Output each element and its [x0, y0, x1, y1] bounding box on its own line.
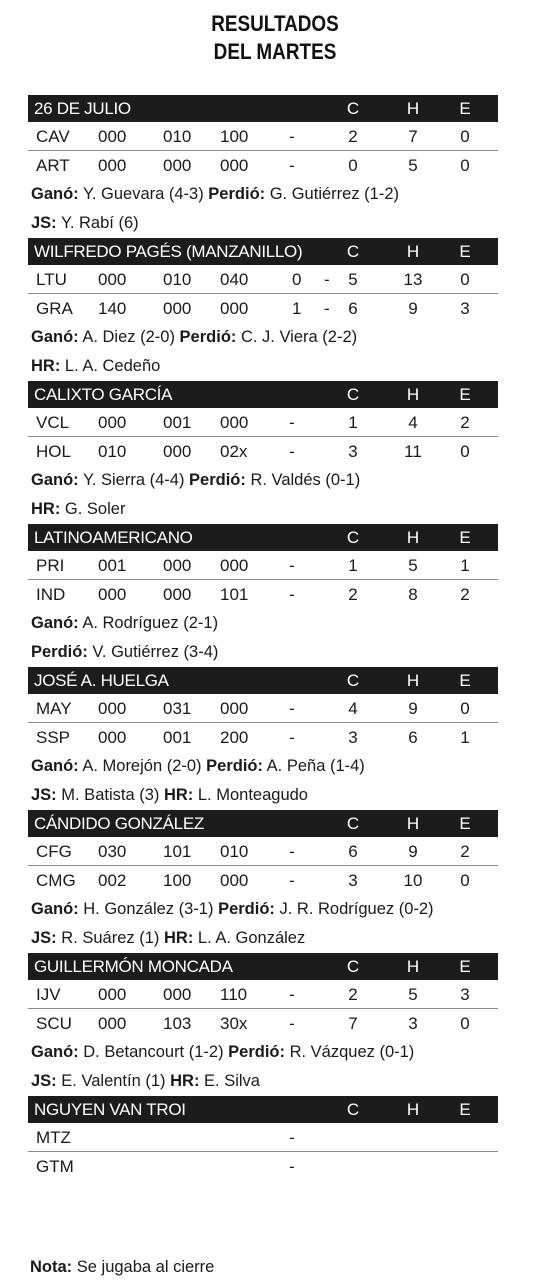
inning-group: 010 — [163, 127, 192, 146]
errors-value: 2 — [460, 842, 470, 861]
score-separator: - — [289, 842, 295, 861]
team-code: ART — [36, 156, 70, 175]
note-label: Perdió: — [206, 757, 263, 775]
score-separator: - — [324, 270, 330, 289]
game-header — [28, 95, 498, 122]
game-header — [28, 381, 498, 408]
pitcher-notes — [28, 924, 498, 953]
score-separator: - — [289, 985, 295, 1004]
note-text: A. Morejón (2-0) — [78, 757, 207, 775]
note-label: Perdió: — [189, 471, 246, 489]
team-code: LTU — [36, 270, 67, 289]
team-code: GTM — [36, 1157, 74, 1176]
game-header — [28, 1096, 498, 1123]
team-code: MTZ — [36, 1128, 71, 1147]
inning-group: 000 — [220, 299, 249, 318]
inning-group: 140 — [98, 299, 127, 318]
note-text: Y. Rabí (6) — [56, 214, 139, 232]
hits-header: H — [406, 671, 420, 690]
score-row — [28, 837, 498, 866]
inning-group: 000 — [98, 413, 127, 432]
hits-header: H — [406, 528, 420, 547]
team-code: CAV — [36, 127, 70, 146]
note-label: Ganó: — [31, 757, 79, 775]
note-text: Y. Sierra (4-4) — [78, 471, 190, 489]
runs-header: C — [346, 1100, 360, 1119]
errors-header: E — [459, 671, 471, 690]
note-label: Perdió: — [179, 328, 237, 346]
note-text: H. González (3-1) — [78, 900, 219, 918]
hits-value: 8 — [408, 585, 418, 604]
score-row — [28, 151, 498, 180]
inning-group: 100 — [163, 871, 192, 890]
hits-value: 6 — [408, 728, 418, 747]
runs-value: 3 — [348, 871, 358, 890]
game-block — [28, 667, 498, 810]
team-code: IND — [36, 585, 66, 604]
footnote-text: Se jugaba al cierre — [72, 1258, 215, 1276]
inning-group: 031 — [163, 699, 192, 718]
inning-group: 001 — [163, 413, 192, 432]
note-label: JS: — [31, 1072, 57, 1090]
pitcher-notes — [28, 352, 498, 381]
score-separator: - — [289, 728, 295, 747]
team-code: CFG — [36, 842, 72, 861]
inning-group: 02x — [220, 442, 248, 461]
note-label: Perdió: — [208, 185, 266, 203]
footnote — [30, 1258, 214, 1277]
pitcher-notes — [28, 638, 498, 667]
venue-name: NGUYEN VAN TROI — [34, 1100, 186, 1119]
runs-value: 1 — [348, 413, 358, 432]
runs-value: 4 — [348, 699, 358, 718]
hits-value: 9 — [408, 299, 418, 318]
score-row — [28, 580, 498, 609]
note-text: L. Monteagudo — [193, 786, 308, 804]
extra-inning: 0 — [292, 270, 302, 289]
inning-group: 010 — [98, 442, 127, 461]
note-label: Ganó: — [31, 471, 79, 489]
pitcher-notes — [28, 209, 498, 238]
note-text: R. Valdés (0-1) — [245, 471, 361, 489]
runs-header: C — [346, 99, 360, 118]
game-header — [28, 524, 498, 551]
inning-group: 100 — [220, 127, 249, 146]
pitcher-notes — [28, 1067, 498, 1096]
note-label: Perdió: — [218, 900, 275, 918]
inning-group: 040 — [220, 270, 249, 289]
score-row — [28, 122, 498, 151]
inning-group: 000 — [163, 442, 192, 461]
runs-header: C — [346, 814, 360, 833]
runs-value: 5 — [348, 270, 358, 289]
inning-group: 200 — [220, 728, 249, 747]
hits-value: 10 — [403, 871, 423, 890]
inning-group: 001 — [163, 728, 192, 747]
errors-header: E — [459, 814, 471, 833]
note-text: J. R. Rodríguez (0-2) — [274, 900, 434, 918]
score-separator: - — [289, 871, 295, 890]
inning-group: 000 — [98, 156, 127, 175]
hits-header: H — [406, 814, 420, 833]
venue-name: JOSÉ A. HUELGA — [34, 671, 169, 690]
game-header — [28, 953, 498, 980]
inning-group: 000 — [163, 156, 192, 175]
note-text: G. Soler — [60, 500, 126, 518]
note-text: C. J. Viera (2-2) — [236, 328, 358, 346]
hits-header: H — [406, 957, 420, 976]
inning-group: 000 — [98, 728, 127, 747]
note-label: HR: — [31, 357, 61, 375]
game-block — [28, 1096, 498, 1181]
errors-header: E — [459, 957, 471, 976]
runs-value: 6 — [348, 299, 358, 318]
note-text: Y. Guevara (4-3) — [78, 185, 209, 203]
inning-group: 000 — [220, 413, 249, 432]
inning-group: 030 — [98, 842, 127, 861]
score-row — [28, 1123, 498, 1152]
inning-group: 103 — [163, 1014, 192, 1033]
game-block — [28, 95, 498, 238]
hits-header: H — [406, 99, 420, 118]
team-code: SSP — [36, 728, 71, 747]
hits-value: 13 — [403, 270, 423, 289]
score-separator: - — [289, 699, 295, 718]
score-row — [28, 265, 498, 294]
venue-name: GUILLERMÓN MONCADA — [34, 957, 233, 976]
note-label: JS: — [31, 214, 57, 232]
note-label: Ganó: — [31, 185, 79, 203]
inning-group: 000 — [163, 556, 192, 575]
footnote-label: Nota: — [30, 1258, 73, 1276]
note-text: E. Silva — [199, 1072, 260, 1090]
team-code: PRI — [36, 556, 65, 575]
pitcher-notes — [28, 781, 498, 810]
note-label: Perdió: — [31, 643, 88, 661]
note-label: HR: — [170, 1072, 200, 1090]
runs-value: 0 — [348, 156, 358, 175]
runs-value: 1 — [348, 556, 358, 575]
game-header — [28, 810, 498, 837]
hits-value: 7 — [408, 127, 418, 146]
note-label: Ganó: — [31, 900, 79, 918]
inning-group: 000 — [220, 699, 249, 718]
pitcher-notes — [28, 752, 498, 781]
errors-value: 0 — [460, 1014, 470, 1033]
page-title — [39, 10, 512, 66]
hits-header: H — [406, 242, 420, 261]
note-text: R. Suárez (1) — [56, 929, 164, 947]
team-code: VCL — [36, 413, 70, 432]
runs-header: C — [346, 385, 360, 404]
inning-group: 000 — [220, 556, 249, 575]
score-row — [28, 408, 498, 437]
errors-value: 1 — [460, 728, 470, 747]
team-code: SCU — [36, 1014, 72, 1033]
hits-value: 4 — [408, 413, 418, 432]
note-text: A. Rodríguez (2-1) — [78, 614, 219, 632]
hits-value: 5 — [408, 556, 418, 575]
score-separator: - — [289, 1128, 295, 1147]
game-block — [28, 524, 498, 667]
note-text: L. A. González — [193, 929, 306, 947]
title-line-1: RESULTADOS — [211, 11, 339, 36]
errors-value: 2 — [460, 585, 470, 604]
inning-group: 000 — [220, 871, 249, 890]
runs-value: 7 — [348, 1014, 358, 1033]
game-block — [28, 810, 498, 953]
runs-header: C — [346, 528, 360, 547]
note-text: A. Peña (1-4) — [262, 757, 365, 775]
note-label: Ganó: — [31, 1043, 79, 1061]
hits-value: 5 — [408, 156, 418, 175]
game-header — [28, 667, 498, 694]
note-label: HR: — [163, 786, 194, 804]
inning-group: 110 — [220, 985, 248, 1004]
runs-value: 2 — [348, 585, 358, 604]
score-separator: - — [289, 1014, 295, 1033]
inning-group: 101 — [163, 842, 192, 861]
score-separator: - — [324, 299, 330, 318]
inning-group: 000 — [163, 585, 192, 604]
errors-value: 3 — [460, 985, 470, 1004]
note-text: L. A. Cedeño — [60, 357, 161, 375]
inning-group: 000 — [98, 985, 127, 1004]
game-block — [28, 381, 498, 524]
extra-inning: 1 — [292, 299, 302, 318]
inning-group: 001 — [98, 556, 127, 575]
score-row — [28, 1009, 498, 1038]
inning-group: 000 — [98, 270, 127, 289]
inning-group: 000 — [98, 127, 127, 146]
errors-header: E — [459, 242, 471, 261]
venue-name: CALIXTO GARCÍA — [34, 385, 173, 404]
hits-value: 9 — [408, 842, 418, 861]
inning-group: 000 — [220, 156, 249, 175]
pitcher-notes — [28, 466, 498, 495]
note-text: A. Diez (2-0) — [78, 328, 180, 346]
team-code: CMG — [36, 871, 76, 890]
score-separator: - — [289, 585, 295, 604]
game-block — [28, 953, 498, 1096]
inning-group: 101 — [220, 585, 249, 604]
inning-group: 000 — [163, 985, 192, 1004]
game-block — [28, 238, 498, 381]
score-separator: - — [289, 413, 295, 432]
score-row — [28, 1152, 498, 1181]
hits-value: 3 — [408, 1014, 418, 1033]
hits-header: H — [406, 385, 420, 404]
hits-value: 11 — [404, 442, 422, 461]
score-separator: - — [289, 556, 295, 575]
runs-value: 2 — [348, 985, 358, 1004]
hits-value: 9 — [408, 699, 418, 718]
errors-header: E — [459, 99, 471, 118]
errors-value: 1 — [460, 556, 470, 575]
inning-group: 000 — [163, 299, 192, 318]
inning-group: 30x — [220, 1014, 248, 1033]
runs-header: C — [346, 242, 360, 261]
note-label: JS: — [31, 786, 57, 804]
note-label: Perdió: — [228, 1043, 285, 1061]
note-text: E. Valentín (1) — [56, 1072, 171, 1090]
note-text: M. Batista (3) — [56, 786, 164, 804]
score-row — [28, 694, 498, 723]
runs-value: 3 — [348, 728, 358, 747]
errors-value: 0 — [460, 699, 470, 718]
score-separator: - — [289, 127, 295, 146]
venue-name: CÁNDIDO GONZÁLEZ — [34, 814, 204, 833]
errors-header: E — [459, 528, 471, 547]
errors-value: 0 — [460, 270, 470, 289]
inning-group: 002 — [98, 871, 127, 890]
pitcher-notes — [28, 609, 498, 638]
venue-name: WILFREDO PAGÉS (MANZANILLO) — [34, 242, 303, 261]
pitcher-notes — [28, 323, 498, 352]
errors-value: 0 — [460, 127, 470, 146]
score-row — [28, 980, 498, 1009]
score-row — [28, 866, 498, 895]
team-code: IJV — [36, 985, 61, 1004]
note-text: V. Gutiérrez (3-4) — [87, 643, 219, 661]
inning-group: 010 — [220, 842, 249, 861]
pitcher-notes — [28, 180, 498, 209]
runs-value: 6 — [348, 842, 358, 861]
runs-value: 2 — [348, 127, 358, 146]
pitcher-notes — [28, 495, 498, 524]
inning-group: 000 — [98, 1014, 127, 1033]
note-label: Ganó: — [31, 328, 79, 346]
inning-group: 000 — [98, 699, 127, 718]
score-separator: - — [289, 1157, 295, 1176]
score-row — [28, 294, 498, 323]
runs-value: 3 — [348, 442, 358, 461]
note-label: JS: — [31, 929, 57, 947]
errors-header: E — [459, 1100, 471, 1119]
note-text: D. Betancourt (1-2) — [78, 1043, 229, 1061]
score-separator: - — [289, 156, 295, 175]
game-header — [28, 238, 498, 265]
errors-header: E — [459, 385, 471, 404]
team-code: GRA — [36, 299, 73, 318]
score-row — [28, 437, 498, 466]
hits-value: 5 — [408, 985, 418, 1004]
errors-value: 2 — [460, 413, 470, 432]
results-list — [28, 95, 498, 1181]
team-code: HOL — [36, 442, 71, 461]
score-row — [28, 551, 498, 580]
note-text: G. Gutiérrez (1-2) — [265, 185, 400, 203]
title-line-2: DEL MARTES — [213, 39, 337, 64]
inning-group: 000 — [98, 585, 127, 604]
score-row — [28, 723, 498, 752]
hits-header: H — [406, 1100, 420, 1119]
note-label: HR: — [163, 929, 194, 947]
pitcher-notes — [28, 1038, 498, 1067]
note-label: HR: — [31, 500, 61, 518]
pitcher-notes — [28, 895, 498, 924]
inning-group: 010 — [163, 270, 192, 289]
score-separator: - — [289, 442, 295, 461]
note-text: R. Vázquez (0-1) — [285, 1043, 415, 1061]
errors-value: 3 — [460, 299, 470, 318]
venue-name: 26 DE JULIO — [34, 99, 131, 118]
runs-header: C — [346, 671, 360, 690]
runs-header: C — [346, 957, 360, 976]
errors-value: 0 — [460, 442, 470, 461]
team-code: MAY — [36, 699, 72, 718]
errors-value: 0 — [460, 871, 470, 890]
note-label: Ganó: — [31, 614, 79, 632]
errors-value: 0 — [460, 156, 470, 175]
venue-name: LATINOAMERICANO — [34, 528, 193, 547]
